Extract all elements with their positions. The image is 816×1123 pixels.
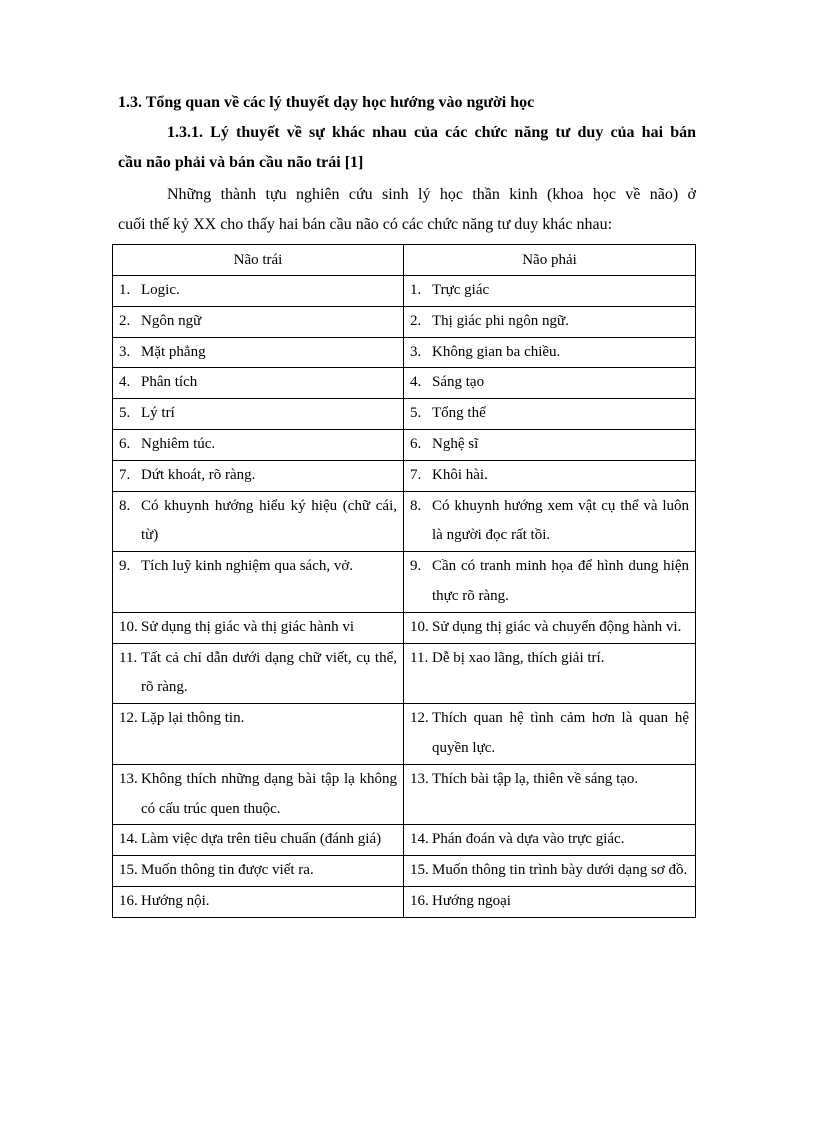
table-cell-right-brain <box>404 643 696 704</box>
item-number: 16. <box>410 892 429 909</box>
table-cell-left-brain <box>113 704 404 765</box>
item-number: 11. <box>119 649 138 666</box>
brain-comparison-table <box>112 244 696 918</box>
table-row <box>113 825 696 856</box>
table-cell-left-brain <box>113 337 404 368</box>
list-item <box>119 430 397 460</box>
table-row <box>113 337 696 368</box>
item-text: Dứt khoát, rõ ràng. <box>141 466 256 483</box>
list-item <box>410 492 689 552</box>
table-cell-right-brain <box>404 399 696 430</box>
table-row <box>113 460 696 491</box>
item-number: 3. <box>410 343 422 360</box>
table-cell-left-brain <box>113 764 404 825</box>
item-number: 2. <box>119 312 131 329</box>
intro-paragraph-line-1: Những thành tựu nghiên cứu sinh lý học thần kinh (khoa học về não) ở <box>167 186 696 203</box>
table-row <box>113 856 696 887</box>
item-number: 7. <box>119 466 131 483</box>
list-item <box>119 368 397 398</box>
item-text: Logic. <box>141 282 180 298</box>
table-cell-left-brain <box>113 399 404 430</box>
list-item <box>119 399 397 429</box>
list-item <box>410 765 689 795</box>
table-row <box>113 612 696 643</box>
item-text: Sử dụng thị giác và thị giác hành vi <box>141 618 355 635</box>
table-cell-right-brain <box>404 704 696 765</box>
item-text: Sáng tạo <box>432 374 485 391</box>
list-item <box>410 887 689 917</box>
table-cell-left-brain <box>113 368 404 399</box>
table-cell-right-brain <box>404 856 696 887</box>
table-cell-left-brain <box>113 856 404 887</box>
table-cell-left-brain <box>113 643 404 704</box>
section-heading: 1.3. Tổng quan về các lý thuyết dạy học hướng vào người học <box>118 94 535 111</box>
item-number: 14. <box>410 831 429 848</box>
header-right-brain: Não phải <box>404 245 696 276</box>
list-item <box>410 399 689 429</box>
item-text: Khôi hài. <box>432 466 488 483</box>
table-cell-right-brain <box>404 306 696 337</box>
table-row <box>113 368 696 399</box>
table-cell-right-brain <box>404 612 696 643</box>
list-item <box>119 461 397 491</box>
item-number: 5. <box>410 405 422 422</box>
table-cell-left-brain <box>113 825 404 856</box>
list-item <box>410 276 689 306</box>
item-text: Sử dụng thị giác và chuyển động hành vi. <box>432 618 682 635</box>
list-item <box>410 552 689 612</box>
item-text: Lặp lại thông tin. <box>141 710 245 727</box>
table-cell-left-brain <box>113 612 404 643</box>
table-cell-right-brain <box>404 368 696 399</box>
item-number: 4. <box>410 374 422 391</box>
item-number: 8. <box>119 497 131 514</box>
item-number: 7. <box>410 466 422 483</box>
item-number: 13. <box>410 770 429 787</box>
item-number: 9. <box>119 558 131 575</box>
item-number: 16. <box>119 892 138 909</box>
item-number: 11. <box>410 649 429 666</box>
table-row <box>113 552 696 613</box>
item-number: 12. <box>119 710 138 727</box>
item-number: 15. <box>410 862 429 879</box>
item-text: Tích luỹ kinh nghiệm qua sách, vở. <box>141 558 354 575</box>
table-cell-left-brain <box>113 276 404 307</box>
subsection-heading-line-1: 1.3.1. Lý thuyết về sự khác nhau của các chức năng tư duy của hai bán <box>167 124 696 141</box>
item-text: Có khuynh hướng hiểu ký hiệu (chữ cái, từ) <box>141 497 397 544</box>
item-text: Cần có tranh minh họa để hình dung hiện thực rõ ràng. <box>432 558 689 604</box>
item-text: Có khuynh hướng xem vật cụ thể và luôn là người đọc rất tồi. <box>432 497 689 544</box>
intro-paragraph-line-2: cuối thế kỷ XX cho thấy hai bán cầu não có các chức năng tư duy khác nhau: <box>118 216 613 233</box>
table-row <box>113 643 696 704</box>
item-number: 5. <box>119 405 131 422</box>
table-row <box>113 491 696 552</box>
table-row <box>113 764 696 825</box>
item-number: 3. <box>119 343 131 360</box>
item-text: Thích bài tập lạ, thiên về sáng tạo. <box>432 770 639 787</box>
item-text: Không gian ba chiều. <box>432 343 561 360</box>
list-item <box>410 704 689 764</box>
item-text: Phân tích <box>141 374 198 391</box>
table-row <box>113 429 696 460</box>
item-number: 10. <box>119 618 138 635</box>
list-item <box>410 368 689 398</box>
list-item <box>119 492 397 552</box>
table-cell-left-brain <box>113 886 404 917</box>
table-header-row <box>113 245 696 276</box>
item-number: 1. <box>119 282 131 298</box>
list-item <box>410 856 689 886</box>
list-item <box>119 276 397 306</box>
item-text: Lý trí <box>141 405 175 422</box>
table-body <box>113 276 696 918</box>
item-text: Muốn thông tin trình bày dưới dạng sơ đồ. <box>432 862 688 879</box>
item-text: Muốn thông tin được viết ra. <box>141 862 314 879</box>
item-text: Ngôn ngữ <box>141 312 202 329</box>
table-cell-right-brain <box>404 886 696 917</box>
item-text: Tổng thể <box>432 405 486 422</box>
list-item <box>410 644 689 674</box>
list-item <box>410 825 689 855</box>
list-item <box>119 552 397 582</box>
item-number: 6. <box>410 435 422 452</box>
item-text: Trực giác <box>432 282 490 298</box>
header-left-brain: Não trái <box>113 245 404 276</box>
list-item <box>119 338 397 368</box>
list-item <box>410 461 689 491</box>
table-cell-right-brain <box>404 825 696 856</box>
table-cell-right-brain <box>404 491 696 552</box>
table-cell-left-brain <box>113 460 404 491</box>
item-text: Tất cả chỉ dẫn dưới dạng chữ viết, cụ thể, rõ ràng. <box>141 649 397 696</box>
item-text: Hướng ngoại <box>432 892 511 909</box>
table-row <box>113 306 696 337</box>
list-item <box>119 825 397 855</box>
item-number: 15. <box>119 862 138 879</box>
item-text: Thị giác phi ngôn ngữ. <box>432 312 569 329</box>
item-text: Dễ bị xao lãng, thích giải trí. <box>432 649 605 666</box>
list-item <box>119 887 397 917</box>
table-cell-right-brain <box>404 764 696 825</box>
item-number: 8. <box>410 497 422 514</box>
list-item <box>410 338 689 368</box>
item-number: 1. <box>410 282 422 298</box>
item-number: 14. <box>119 831 138 848</box>
table-cell-right-brain <box>404 337 696 368</box>
item-number: 13. <box>119 770 138 787</box>
table-row <box>113 704 696 765</box>
table-cell-right-brain <box>404 460 696 491</box>
table-cell-left-brain <box>113 491 404 552</box>
item-number: 12. <box>410 710 429 727</box>
item-text: Làm việc dựa trên tiêu chuẩn (đánh giá) <box>141 831 382 848</box>
list-item <box>119 307 397 337</box>
subsection-heading-line-2: cầu não phải và bán cầu não trái [1] <box>118 154 364 171</box>
item-number: 2. <box>410 312 422 329</box>
table-cell-right-brain <box>404 429 696 460</box>
list-item <box>410 307 689 337</box>
item-text: Hướng nội. <box>141 892 210 909</box>
item-text: Nghiêm túc. <box>141 435 216 452</box>
item-number: 9. <box>410 558 422 575</box>
table-cell-right-brain <box>404 552 696 613</box>
item-text: Mặt phẳng <box>141 343 206 360</box>
list-item <box>119 704 397 734</box>
item-text: Phán đoán và dựa vào trực giác. <box>432 831 625 848</box>
table-row <box>113 399 696 430</box>
item-text: Không thích những dạng bài tập lạ không có cấu trúc quen thuộc. <box>141 770 397 817</box>
list-item <box>410 613 689 643</box>
table-cell-left-brain <box>113 552 404 613</box>
item-number: 4. <box>119 374 131 391</box>
table-cell-left-brain <box>113 306 404 337</box>
table-row <box>113 276 696 307</box>
list-item <box>119 856 397 886</box>
list-item <box>410 430 689 460</box>
table-row <box>113 886 696 917</box>
item-number: 10. <box>410 618 429 635</box>
list-item <box>119 613 397 643</box>
item-text: Nghệ sĩ <box>432 435 479 452</box>
item-text: Thích quan hệ tình cảm hơn là quan hệ quyền lực. <box>432 710 689 756</box>
table-cell-right-brain <box>404 276 696 307</box>
list-item <box>119 644 397 704</box>
item-number: 6. <box>119 435 131 452</box>
table-cell-left-brain <box>113 429 404 460</box>
list-item <box>119 765 397 825</box>
